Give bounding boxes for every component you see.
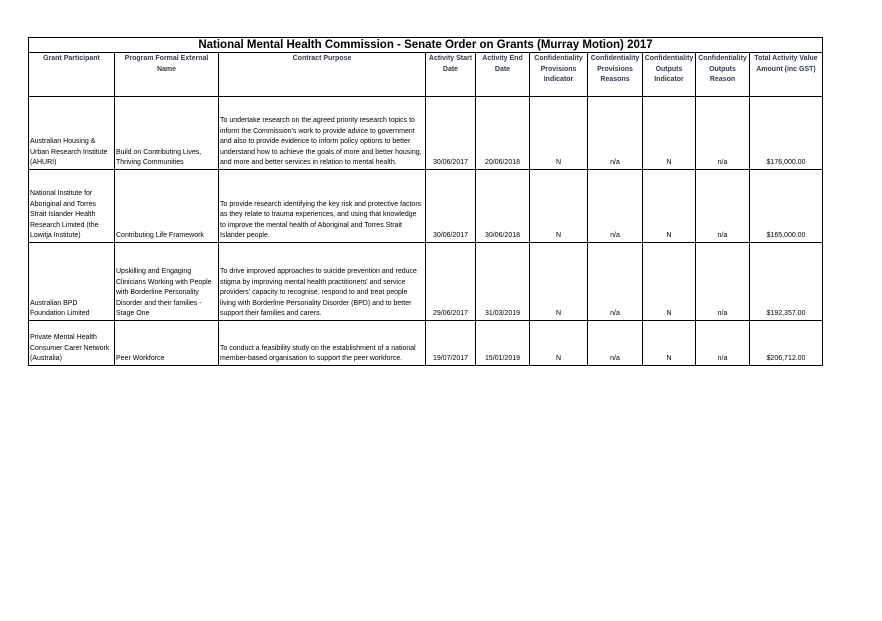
participant-cell: National Institute for Aboriginal and Torres Strait Islander Health Research Limited (the Lowitja Institute) xyxy=(29,170,115,243)
purpose-cell: To provide research identifying the key risk and protective factors as they relate to trauma experiences, and using that knowledge to improve the mental health of Aboriginal and Torres Strait Islander people. xyxy=(219,170,426,243)
purpose-cell: To drive improved approaches to suicide prevention and reduce stigma by improving mental health practitioners' and service providers' capacity to recognise, respond to and treat people living with Borderline Personality Disorder (BPD) and to better support their families and carers. xyxy=(219,243,426,321)
prov-reason-cell: n/a xyxy=(588,97,643,170)
start-date-cell: 30/06/2017 xyxy=(426,170,476,243)
table-row xyxy=(29,243,823,321)
col-start-date: Activity Start Date xyxy=(426,53,476,97)
col-prov-reasons: Confidentiality Provisions Reasons xyxy=(588,53,643,97)
start-date-cell: 30/06/2017 xyxy=(426,97,476,170)
start-date-cell: 29/06/2017 xyxy=(426,243,476,321)
program-cell: Contributing Life Framework xyxy=(115,170,219,243)
table-title: National Mental Health Commission - Senate Order on Grants (Murray Motion) 2017 xyxy=(29,38,823,53)
purpose-cell: To undertake research on the agreed priority research topics to inform the Commission's work to provide advice to government and also to provide evidence to inform policy options to better understand how to achieve the goals of more and better housing, and more and better services in relation to mental health. xyxy=(219,97,426,170)
program-cell: Upskilling and Engaging Clinicians Working with People with Borderline Personality Disorder and their families - Stage One xyxy=(115,243,219,321)
header-row xyxy=(29,53,823,97)
start-date-cell: 19/07/2017 xyxy=(426,321,476,366)
col-prov-indicator: Confidentiality Provisions Indicator xyxy=(530,53,588,97)
prov-indicator-cell: N xyxy=(530,170,588,243)
end-date-cell: 31/03/2019 xyxy=(476,243,530,321)
out-indicator-cell: N xyxy=(643,97,696,170)
value-cell: $192,357.00 xyxy=(750,243,823,321)
value-cell: $176,000.00 xyxy=(750,97,823,170)
participant-cell: Private Mental Health Consumer Carer Network (Australia) xyxy=(29,321,115,366)
out-reason-cell: n/a xyxy=(696,243,750,321)
col-out-reason: Confidentiality Outputs Reason xyxy=(696,53,750,97)
prov-reason-cell: n/a xyxy=(588,170,643,243)
purpose-cell: To conduct a feasibility study on the establishment of a national member-based organisation to support the peer workforce. xyxy=(219,321,426,366)
col-out-indicator: Confidentiality Outputs Indicator xyxy=(643,53,696,97)
prov-reason-cell: n/a xyxy=(588,321,643,366)
prov-indicator-cell: N xyxy=(530,97,588,170)
participant-cell: Australian Housing & Urban Research Institute (AHURI) xyxy=(29,97,115,170)
col-program-name: Program Formal External Name xyxy=(115,53,219,97)
out-indicator-cell: N xyxy=(643,243,696,321)
end-date-cell: 20/06/2018 xyxy=(476,97,530,170)
col-contract-purpose: Contract Purpose xyxy=(219,53,426,97)
prov-indicator-cell: N xyxy=(530,243,588,321)
grants-table xyxy=(28,37,823,366)
col-grant-participant: Grant Participant xyxy=(29,53,115,97)
table-row xyxy=(29,97,823,170)
col-end-date: Activity End Date xyxy=(476,53,530,97)
out-reason-cell: n/a xyxy=(696,321,750,366)
out-reason-cell: n/a xyxy=(696,97,750,170)
value-cell: $165,000.00 xyxy=(750,170,823,243)
value-cell: $206,712.00 xyxy=(750,321,823,366)
prov-indicator-cell: N xyxy=(530,321,588,366)
program-cell: Peer Workforce xyxy=(115,321,219,366)
table-row xyxy=(29,170,823,243)
end-date-cell: 15/01/2019 xyxy=(476,321,530,366)
out-indicator-cell: N xyxy=(643,321,696,366)
end-date-cell: 30/06/2018 xyxy=(476,170,530,243)
out-indicator-cell: N xyxy=(643,170,696,243)
out-reason-cell: n/a xyxy=(696,170,750,243)
table-row xyxy=(29,321,823,366)
program-cell: Build on Contributing Lives, Thriving Communities xyxy=(115,97,219,170)
prov-reason-cell: n/a xyxy=(588,243,643,321)
col-total-value: Total Activity Value Amount (inc GST) xyxy=(750,53,823,97)
participant-cell: Australian BPD Foundation Limited xyxy=(29,243,115,321)
